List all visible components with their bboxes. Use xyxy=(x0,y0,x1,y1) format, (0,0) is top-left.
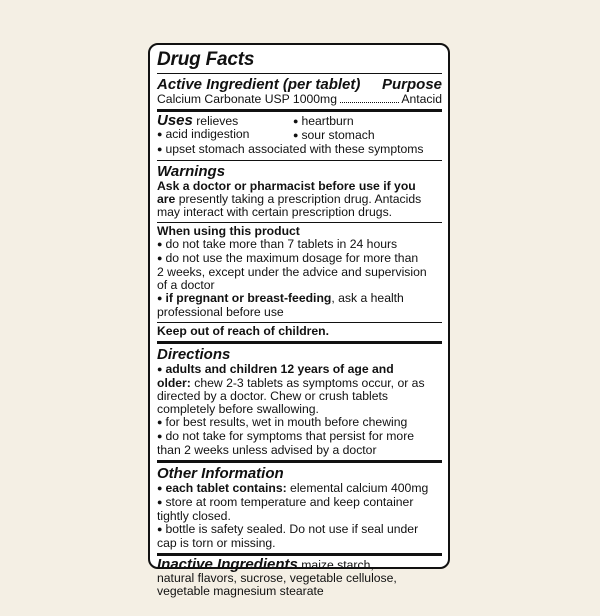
directions-header: Directions xyxy=(157,346,231,363)
store-text: ● store at room temperature and keep container xyxy=(157,496,442,510)
directions-adults-text: chew 2-3 tablets as symptoms occur, or as xyxy=(190,376,425,390)
directions-adults: ● adults and children 12 years of age and xyxy=(157,363,442,377)
uses-col-right xyxy=(293,114,375,143)
when-using-item: ● do not take more than 7 tablets in 24 hours xyxy=(157,238,442,252)
inactive-text-3: vegetable magnesium stearate xyxy=(157,584,324,598)
when-using-header: When using this product xyxy=(157,224,300,238)
uses-item: ● sour stomach xyxy=(293,129,375,143)
active-ingredient-section xyxy=(157,74,442,112)
pregnant-text-2: professional before use xyxy=(157,305,284,319)
inactive-header: Inactive Ingredients xyxy=(157,556,298,573)
directions-older: older: xyxy=(157,376,191,390)
inactive-text-2: natural flavors, sucrose, vegetable cellulose, xyxy=(157,571,397,585)
directions-best-results: ● for best results, wet in mouth before chewing xyxy=(157,416,442,430)
active-header-row xyxy=(157,76,442,93)
directions-do-not-take: ● do not take for symptoms that persist for more xyxy=(157,430,442,444)
leader-dots xyxy=(340,102,399,103)
uses-item: ● heartburn xyxy=(293,115,375,129)
each-tablet-text: elemental calcium 400mg xyxy=(286,481,429,495)
ask-doctor-line: Ask a doctor or pharmacist before use if you xyxy=(157,179,416,193)
ask-doctor-are: are xyxy=(157,192,176,206)
inactive-text: maize starch, xyxy=(297,558,374,572)
bottle-text: ● bottle is safety sealed. Do not use if seal under xyxy=(157,523,442,537)
drug-facts-title: Drug Facts xyxy=(157,48,442,74)
keep-out-text: Keep out of reach of children. xyxy=(157,324,329,338)
directions-adults-text-2: directed by a doctor. Chew or crush tablets xyxy=(157,389,389,403)
active-ingredient-purpose: Antacid xyxy=(401,92,442,106)
each-tablet-label: each tablet contains: xyxy=(165,481,287,495)
directions-do-not-take-2: than 2 weeks unless advised by a doctor xyxy=(157,443,377,457)
directions-adults-text-3: completely before swallowing. xyxy=(157,402,319,416)
when-using-cont: 2 weeks, except under the advice and supervision xyxy=(157,265,427,279)
uses-item: ● upset stomach associated with these symptoms xyxy=(157,143,442,157)
store-text-2: tightly closed. xyxy=(157,509,231,523)
directions-section xyxy=(157,344,442,463)
warnings-header: Warnings xyxy=(157,163,226,180)
uses-section xyxy=(157,112,442,161)
uses-item: ● acid indigestion xyxy=(157,128,293,142)
pregnant-warning: if pregnant or breast-feeding xyxy=(165,291,332,305)
other-info-section xyxy=(157,463,442,556)
warnings-section xyxy=(157,161,442,223)
uses-col-left xyxy=(157,114,293,143)
ask-doctor-text: presently taking a prescription drug. Antacids xyxy=(175,192,422,206)
bottle-text-2: cap is torn or missing. xyxy=(157,536,276,550)
inactive-section xyxy=(157,556,442,601)
uses-columns xyxy=(157,114,442,143)
other-info-header: Other Information xyxy=(157,465,284,482)
drug-facts-label xyxy=(148,43,450,598)
uses-header: Uses xyxy=(157,112,193,129)
when-using-section xyxy=(157,223,442,323)
pregnant-text: , ask a health xyxy=(331,291,404,305)
purpose-header: Purpose xyxy=(381,76,442,93)
ask-doctor-text-2: may interact with certain prescription drugs. xyxy=(157,205,393,219)
active-ingredient-row xyxy=(157,93,442,106)
active-ingredient-name: Calcium Carbonate USP 1000mg xyxy=(157,92,337,106)
when-using-item: ● do not use the maximum dosage for more than xyxy=(157,252,442,266)
active-ingredient-header: Active Ingredient (per tablet) xyxy=(157,76,361,93)
keep-out-section xyxy=(157,323,442,344)
when-using-cont: of a doctor xyxy=(157,278,215,292)
uses-intro: relieves xyxy=(192,114,239,128)
